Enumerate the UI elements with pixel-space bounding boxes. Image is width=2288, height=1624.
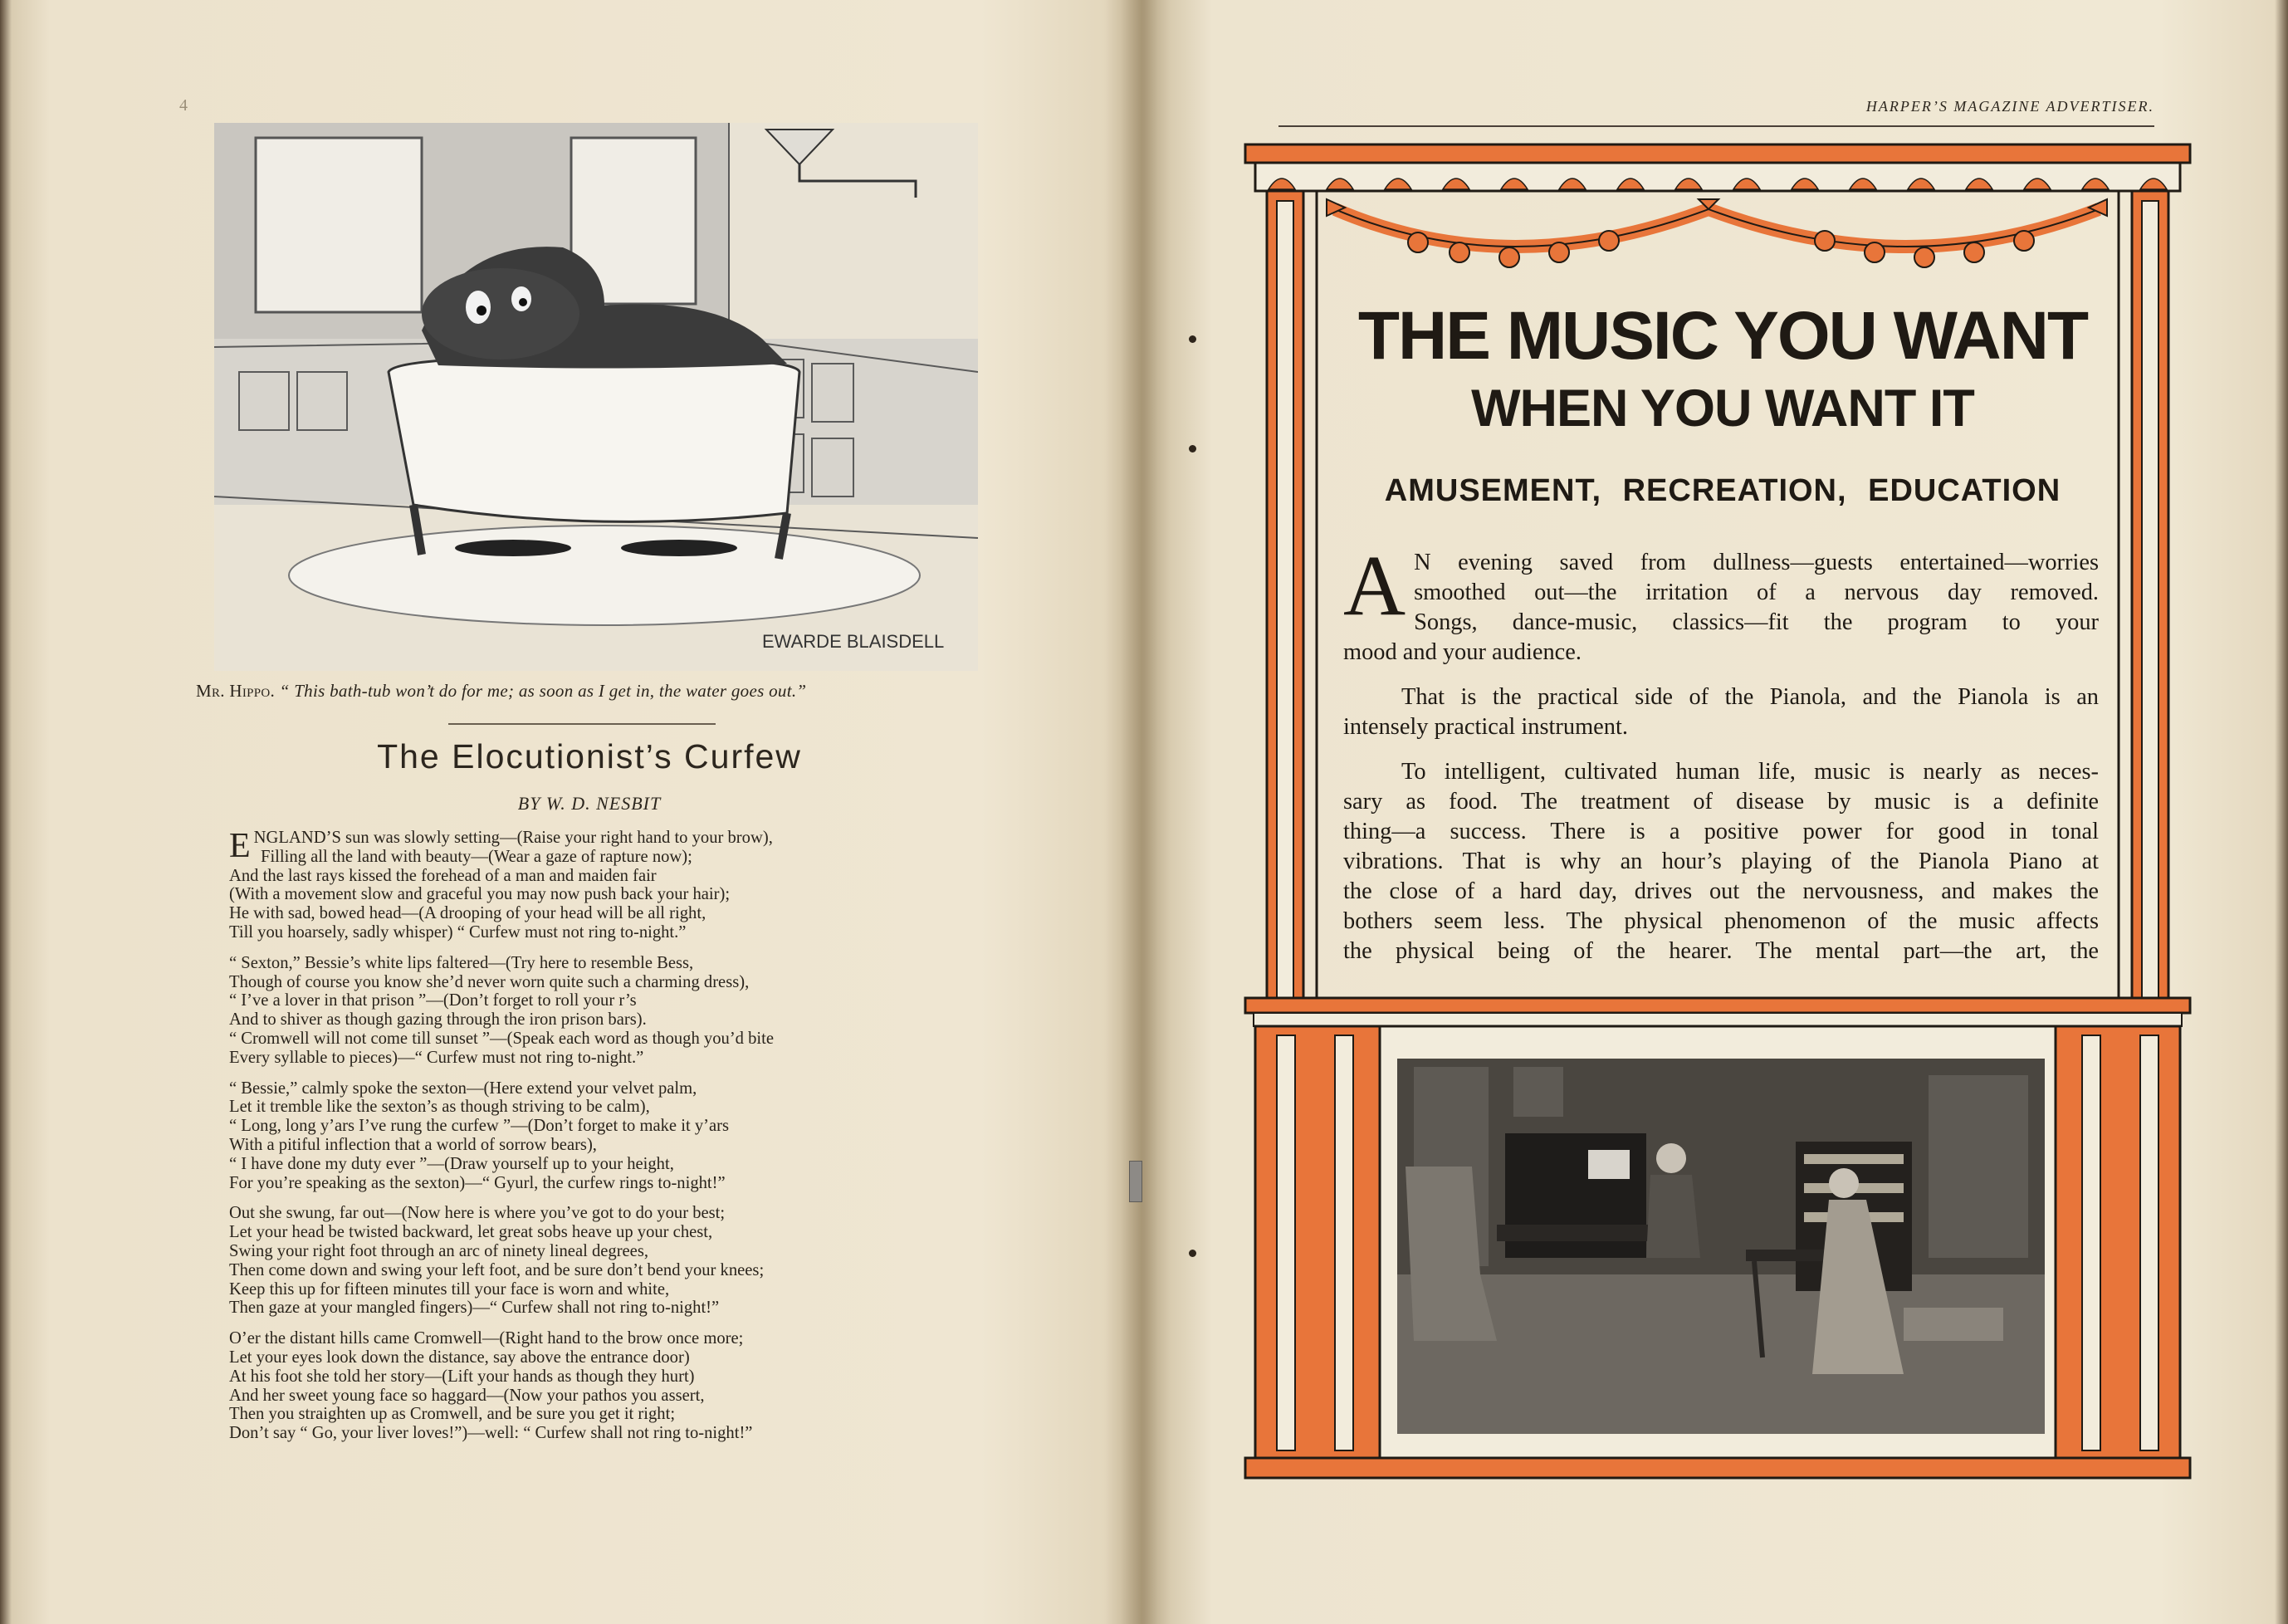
poem-title: The Elocutionist’s Curfew <box>377 737 802 775</box>
poem-line: And the last rays kissed the forehead of a man and maiden fair <box>229 866 657 885</box>
poem-dropcap: E <box>229 827 251 865</box>
poem-line: “ I’ve a lover in that prison ”—(Don’t forget to roll your r’s <box>229 991 637 1010</box>
ad-headline-secondary: WHEN YOU WANT IT <box>1471 379 1974 438</box>
poem-line: “ I have done my duty ever ”—(Draw yourself up to your height, <box>229 1154 674 1173</box>
stanza <box>229 1204 976 1318</box>
binding-hole <box>1189 445 1196 452</box>
poem-line: O’er the distant hills came Cromwell—(Right hand to the brow once more; <box>229 1329 744 1348</box>
stanza <box>229 1079 976 1193</box>
poem-line: He with sad, bowed head—(A drooping of your head will be all right, <box>229 904 706 923</box>
ad-dropcap: A <box>1343 538 1406 633</box>
poem-line: “ Long, long y’ars I’ve rung the curfew ”—(Don’t forget to make it y’ars <box>229 1117 729 1136</box>
poem-line: “ Cromwell will not come till sunset ”—(Speak each word as though you’d bite <box>229 1029 775 1048</box>
poem-line: Swing your right foot through an arc of ninety lineal degrees, <box>229 1241 648 1260</box>
binding-hole <box>1189 335 1196 343</box>
poem-line: Out she swung, far out—(Now here is where you’ve got to do your best; <box>229 1204 726 1223</box>
poem-line: Let your head be twisted backward, let great sobs heave up your chest, <box>229 1223 713 1242</box>
divider <box>448 723 716 725</box>
stanza <box>229 1329 976 1443</box>
page-number: 4 <box>179 96 188 115</box>
poem-line: “ Sexton,” Bessie’s white lips faltered—(Try here to resemble Bess, <box>229 953 694 972</box>
poem-line: “ Bessie,” calmly spoke the sexton—(Here extend your velvet palm, <box>229 1079 697 1098</box>
binding-staple <box>1129 1161 1142 1202</box>
poem-line: Don’t say “ Go, your liver loves!”)—well: “ Curfew shall not ring to-night!” <box>229 1424 753 1443</box>
poem-line: Then gaze at your mangled fingers)—“ Curfew shall not ring to-night!” <box>229 1299 720 1318</box>
pianola-parlor-photo <box>1397 1059 2045 1434</box>
poem-line: Till you hoarsely, sadly whisper) “ Curfew must not ring to-night.” <box>229 922 687 942</box>
poem-line: Though of course you know she’d never worn quite such a charming dress), <box>229 972 750 991</box>
binding-hole <box>1189 1250 1196 1257</box>
poem-line: And her sweet young face so haggard—(Now your pathos you assert, <box>229 1386 705 1405</box>
poem-line: Then come down and swing your left foot, and be sure don’t bend your knees; <box>229 1260 765 1279</box>
poem-byline: BY W. D. NESBIT <box>517 793 662 814</box>
poem-line: Keep this up for fifteen minutes till your face is worn and white, <box>229 1279 670 1299</box>
ad-subhead: AMUSEMENT, RECREATION, EDUCATION <box>1384 473 2061 508</box>
ad-paragraph: To intelligent, cultivated human life, music is nearly as neces- sary as food. The treatment of disease by music is a definite thing—a success. There is a positive power for good in tonal vibrations. That is why an hour’s playing of the Pianola Piano at the close of a hard day, drives out the nervousness, and makes the bothers seem less. The physical phenomenon of the music affects the physical being of the hearer. The mental part—the art, the <box>1343 759 2099 964</box>
poem-line: Filling all the land with beauty—(Wear a gaze of rapture now); <box>261 847 692 866</box>
poem-body <box>229 829 976 1455</box>
poem-line: Let it tremble like the sexton’s as though striving to be calm), <box>229 1098 650 1117</box>
running-header: HARPER’S MAGAZINE ADVERTISER. <box>1865 98 2154 115</box>
ad-paragraph: That is the practical side of the Pianola, and the Pianola is an intensely practical instrument. <box>1343 684 2099 740</box>
poem-line: At his foot she told her story—(Lift your hands as though they hurt) <box>229 1367 695 1386</box>
poem-line: For you’re speaking as the sexton)—“ Gyurl, the curfew rings to-night!” <box>229 1173 726 1192</box>
stanza <box>229 829 976 942</box>
poem-line: And to shiver as though gazing through the iron prison bars). <box>229 1010 647 1030</box>
header-rule <box>1278 125 2154 127</box>
poem-line: Let your eyes look down the distance, say above the entrance door) <box>229 1348 690 1367</box>
ad-paragraph: A N evening saved from dullness—guests entertained—worries smoothed out—the irritation of a nervous day removed. Songs, dance-music, classics—fit the program to your mood and your audience. <box>1343 538 2099 665</box>
poem-line: ENGLAND’S sun was slowly setting—(Raise your right hand to your brow), <box>229 827 773 865</box>
caption-speaker: Mr. Hippo. <box>196 681 276 701</box>
poem-line: (With a movement slow and graceful you may now push back your hair); <box>229 885 731 904</box>
poem-line: Every syllable to pieces)—“ Curfew must not ring to-night.” <box>229 1048 644 1067</box>
hippo-bathtub-cartoon <box>214 123 978 671</box>
stanza <box>229 954 976 1068</box>
caption-quote: “ This bath-tub won’t do for me; as soon as I get in, the water goes out.” <box>279 681 807 701</box>
poem-line: Then you straighten up as Cromwell, and be sure you get it right; <box>229 1405 676 1424</box>
cartoon-caption <box>196 681 985 702</box>
gutter <box>1121 0 1171 1624</box>
cartoon-signature: EWARDE BLAISDELL <box>762 631 945 652</box>
ad-headline: THE MUSIC YOU WANT <box>1357 298 2088 374</box>
poem-line: With a pitiful inflection that a world of sorrow bears), <box>229 1135 597 1154</box>
ad-body <box>1343 538 2099 981</box>
